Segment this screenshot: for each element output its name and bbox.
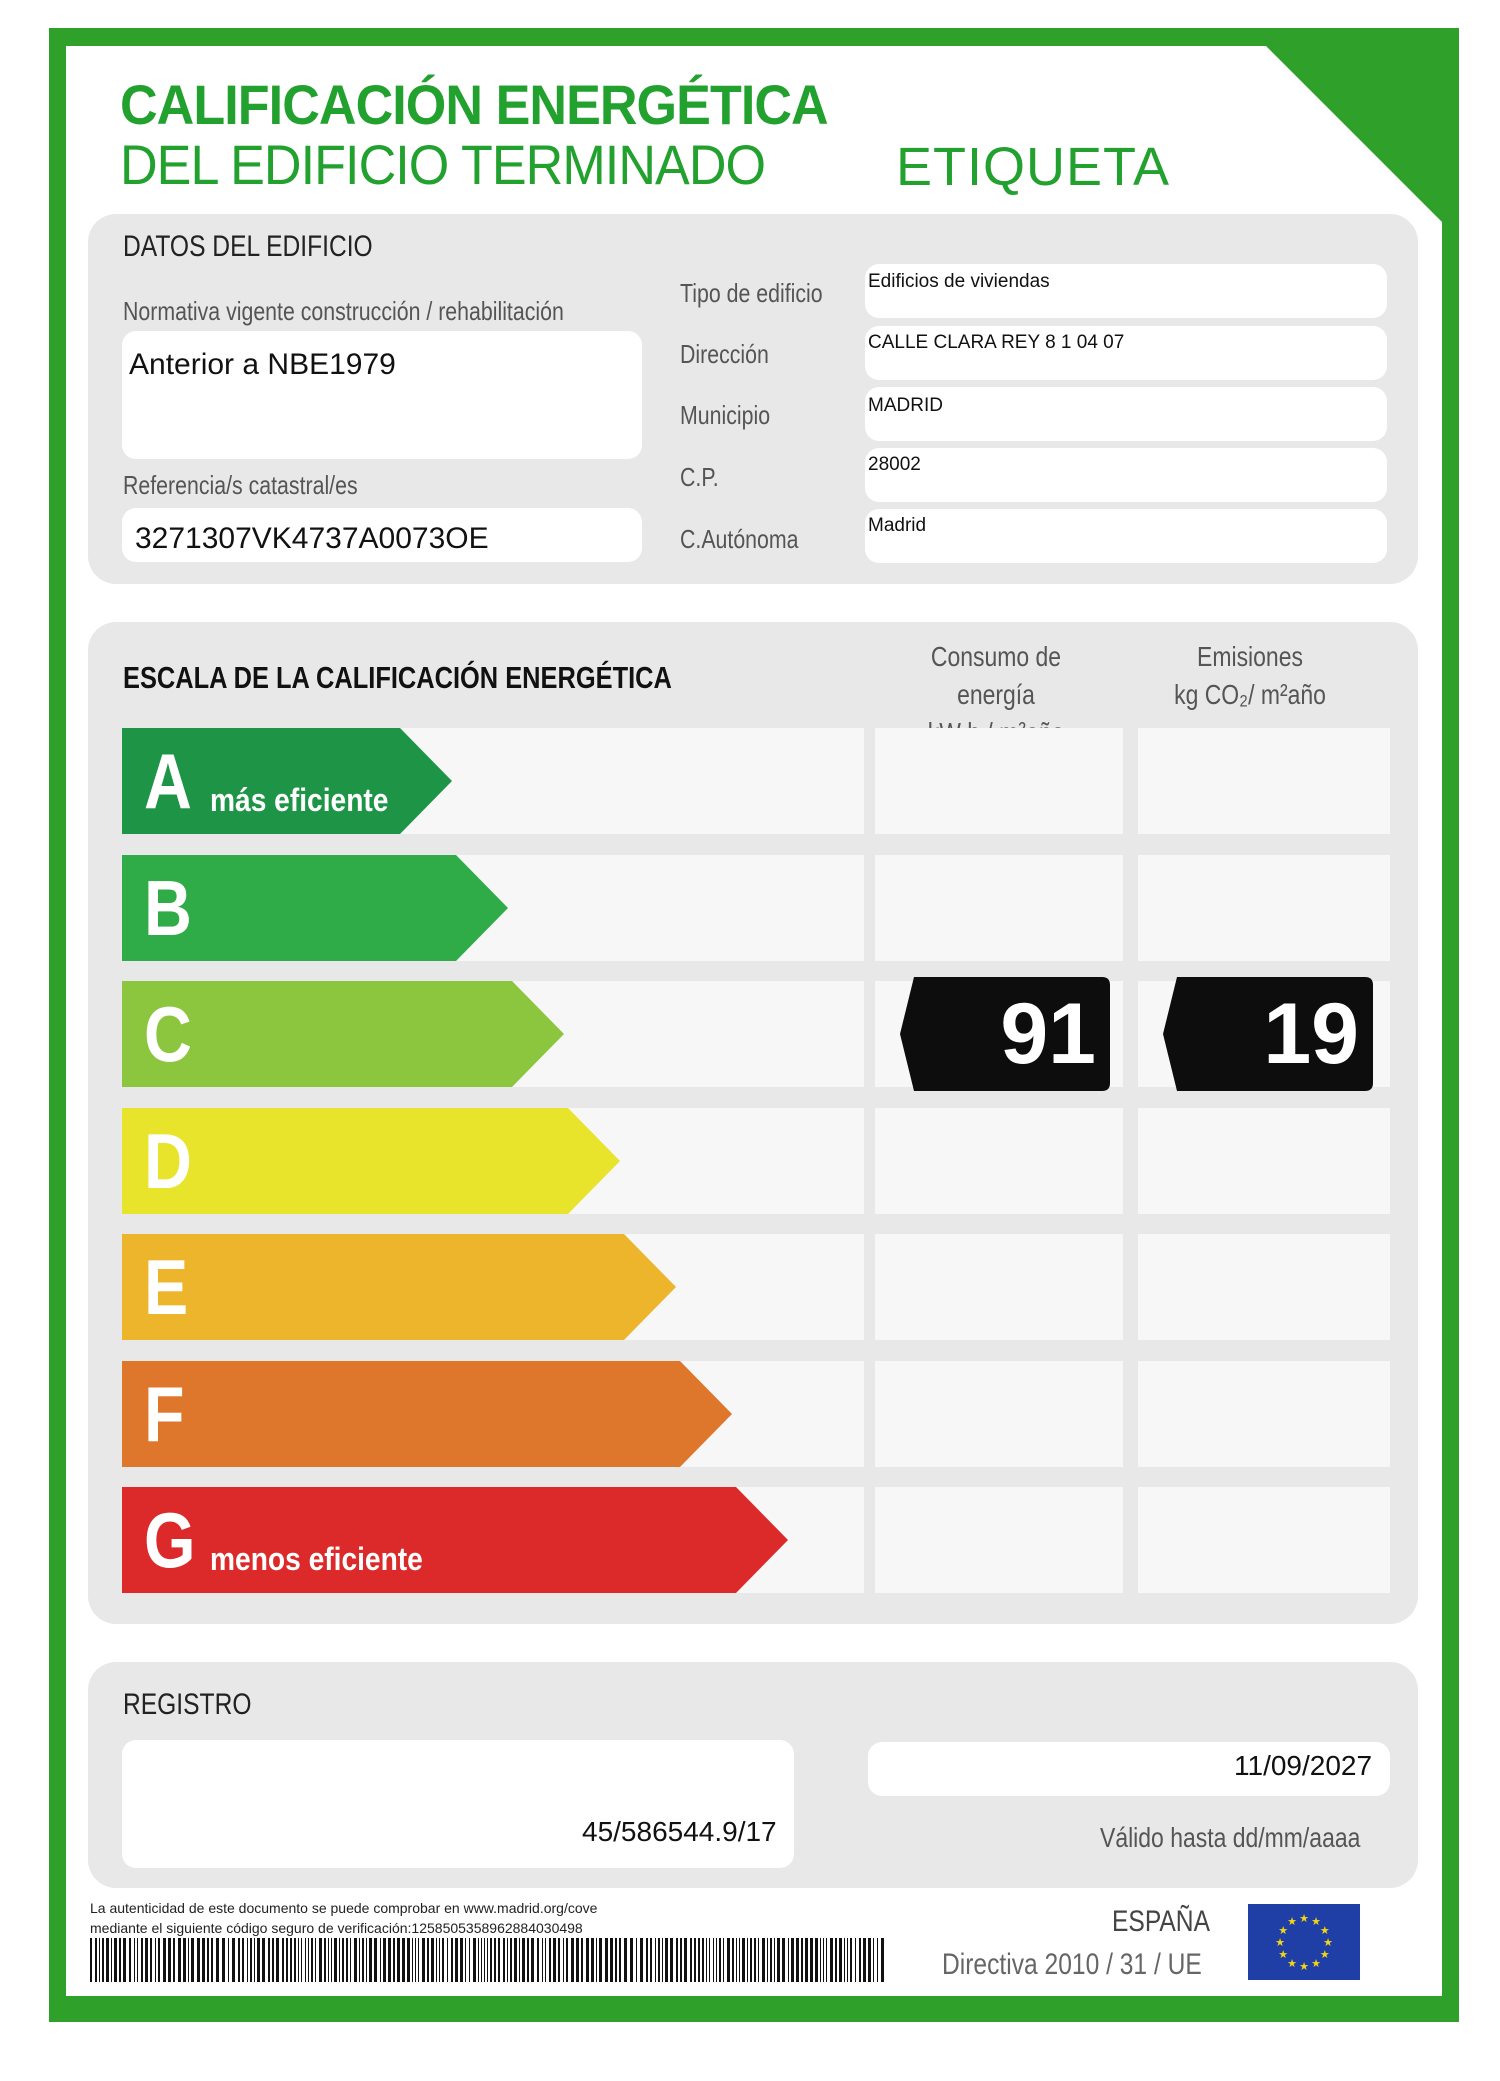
emisiones-cell-g: [1138, 1487, 1390, 1593]
tipo-edificio-label: Tipo de edificio: [680, 278, 823, 308]
grade-arrow-g: [122, 1487, 788, 1593]
title-line-2: DEL EDIFICIO TERMINADO: [120, 133, 766, 196]
comunidad-value: Madrid: [868, 515, 927, 536]
grade-letter-b: B: [144, 864, 192, 952]
authenticity-line-1: La autenticidad de este documento se puede comprobar en www.madrid.org/cove: [90, 1900, 598, 1916]
directive-label: Directiva 2010 / 31 / UE: [942, 1948, 1202, 1981]
emisiones-cell-b: [1138, 855, 1390, 961]
verification-barcode: [90, 1938, 890, 1982]
svg-text:★: ★: [1278, 1924, 1289, 1937]
registry-number: 45/586544.9/17: [582, 1816, 777, 1847]
grade-arrow-f: [122, 1361, 732, 1467]
comunidad-label: C.Autónoma: [680, 524, 799, 554]
grade-letter-g: G: [144, 1496, 196, 1584]
cp-field: [865, 448, 1387, 502]
svg-text:★: ★: [1311, 1915, 1321, 1929]
consumo-header-line-1: Consumo de energía: [930, 641, 1062, 710]
consumo-cell-g: [875, 1487, 1123, 1593]
svg-text:★: ★: [1311, 1956, 1321, 1970]
svg-text:★: ★: [1287, 1915, 1297, 1929]
building-data-heading: DATOS DEL EDIFICIO: [123, 230, 373, 263]
grade-arrow-c: [122, 981, 564, 1087]
emisiones-column-header: [1143, 638, 1356, 714]
registry-number-field: [122, 1740, 794, 1868]
svg-text:★: ★: [1287, 1956, 1297, 1970]
emisiones-cell-a: [1138, 728, 1390, 834]
comunidad-field: [865, 509, 1387, 563]
consumo-rating-badge-value: 91: [1000, 986, 1096, 1082]
grade-letter-e: E: [144, 1243, 189, 1331]
valid-until-label: Válido hasta dd/mm/aaaa: [1100, 1822, 1361, 1853]
grade-arrow-b: [122, 855, 508, 961]
emisiones-cell-d: [1138, 1108, 1390, 1214]
cp-label: C.P.: [680, 462, 719, 492]
consumo-cell-f: [875, 1361, 1123, 1467]
grade-arrow-shape-e: [122, 1234, 676, 1340]
municipio-field: [865, 387, 1387, 441]
direccion-label: Dirección: [680, 339, 769, 369]
grade-arrow-d: [122, 1108, 620, 1214]
emisiones-header-line-2: kg CO₂/ m²año: [1174, 679, 1326, 710]
svg-text:★: ★: [1319, 1924, 1330, 1937]
svg-text:★: ★: [1278, 1948, 1289, 1961]
svg-text:★: ★: [1299, 1960, 1309, 1973]
direccion-value: CALLE CLARA REY 8 1 04 07: [868, 332, 1125, 353]
grade-arrow-a: [122, 728, 452, 834]
eu-flag-icon: [1248, 1904, 1360, 1980]
municipio-value: MADRID: [868, 395, 943, 416]
grade-letter-d: D: [144, 1117, 192, 1205]
consumo-cell-a: [875, 728, 1123, 834]
etiqueta-label: ETIQUETA: [896, 137, 1171, 197]
country-label: ESPAÑA: [1112, 1905, 1210, 1938]
grade-letter-c: C: [144, 990, 192, 1078]
corner-fold: [1260, 40, 1450, 230]
authenticity-line-2: mediante el siguiente código seguro de verificación:1258505358962884030498: [90, 1920, 583, 1936]
referencia-label: Referencia/s catastral/es: [123, 470, 358, 500]
consumo-cell-b: [875, 855, 1123, 961]
emisiones-rating-badge: [1163, 977, 1373, 1091]
grade-arrow-shape-d: [122, 1108, 620, 1214]
consumo-cell-e: [875, 1234, 1123, 1340]
grade-letter-a: A: [144, 737, 192, 825]
consumo-cell-d: [875, 1108, 1123, 1214]
grade-arrow-e: [122, 1234, 676, 1340]
normativa-value: Anterior a NBE1979: [129, 348, 396, 381]
consumo-rating-badge: [900, 977, 1110, 1091]
svg-text:★: ★: [1319, 1948, 1330, 1961]
normativa-label: Normativa vigente construcción / rehabilitación: [123, 296, 564, 326]
grade-letter-f: F: [144, 1370, 185, 1458]
svg-text:★: ★: [1323, 1936, 1333, 1949]
emisiones-cell-e: [1138, 1234, 1390, 1340]
emisiones-cell-f: [1138, 1361, 1390, 1467]
municipio-label: Municipio: [680, 400, 771, 430]
svg-text:★: ★: [1299, 1912, 1309, 1925]
grade-caption-a: más eficiente: [210, 782, 389, 818]
registry-heading: REGISTRO: [123, 1688, 252, 1721]
grade-caption-g: menos eficiente: [210, 1541, 423, 1577]
svg-text:★: ★: [1275, 1936, 1285, 1949]
rating-scale-heading: ESCALA DE LA CALIFICACIÓN ENERGÉTICA: [123, 660, 672, 695]
grade-arrow-shape-f: [122, 1361, 732, 1467]
cp-value: 28002: [868, 454, 921, 475]
valid-date: 11/09/2027: [1234, 1750, 1373, 1781]
emisiones-header-line-1: Emisiones: [1197, 641, 1303, 672]
title-line-1: CALIFICACIÓN ENERGÉTICA: [120, 73, 828, 136]
referencia-value: 3271307VK4737A0073OE: [135, 522, 489, 555]
tipo-edificio-value: Edificios de viviendas: [868, 271, 1050, 292]
emisiones-rating-badge-value: 19: [1263, 986, 1359, 1082]
